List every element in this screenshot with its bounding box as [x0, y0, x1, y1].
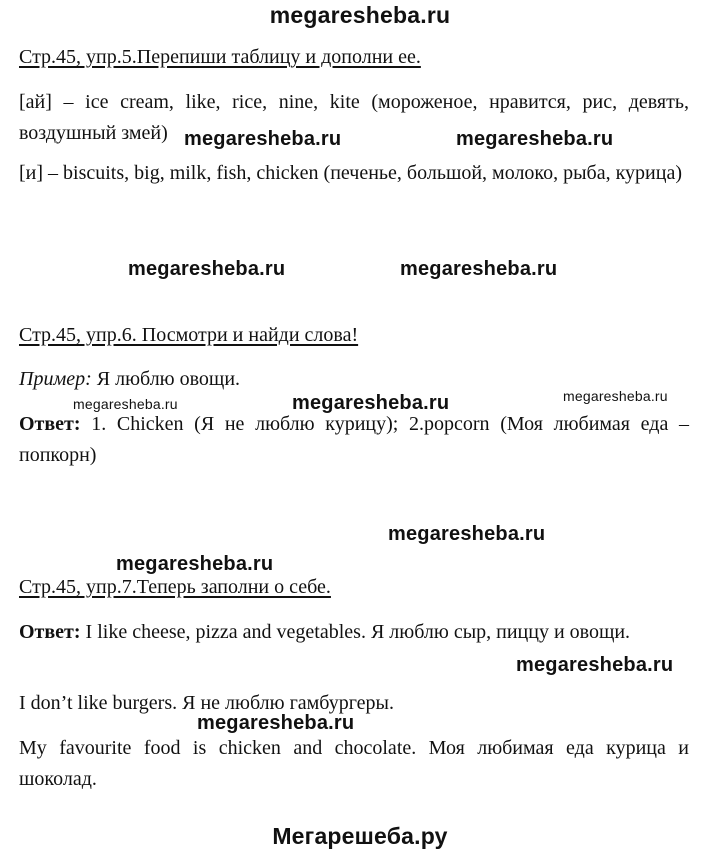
watermark: megaresheba.ru: [400, 258, 558, 280]
site-header: megaresheba.ru: [269, 2, 451, 28]
ex6-answer-label: Ответ:: [19, 413, 81, 435]
watermark: megaresheba.ru: [128, 258, 286, 280]
watermark: megaresheba.ru: [563, 388, 668, 404]
ex6-answer-text: 1. Chicken (Я не люблю курицу); 2.popcorn (Моя любимая еда – попкорн): [19, 413, 689, 466]
ex7-line3: My favourite food is chicken and chocolate. Моя любимая еда курица и шоколад.: [19, 737, 689, 790]
ex6-example-text: Я люблю овощи.: [91, 368, 241, 390]
ex5-line-i: [и] – biscuits, big, milk, fish, chicken (печенье, большой, молоко, рыба, курица): [19, 162, 682, 184]
ex6-heading: Стр.45, упр.6. Посмотри и найди слова!: [19, 324, 359, 346]
watermark: megaresheba.ru: [116, 553, 274, 575]
ex5-heading: Стр.45, упр.5.Перепиши таблицу и дополни ее.: [19, 46, 421, 68]
ex7-line2: I don’t like burgers. Я не люблю гамбургеры.: [19, 692, 394, 714]
watermark: megaresheba.ru: [456, 128, 614, 150]
ex7-answer: [19, 617, 689, 648]
ex7-answer-text: I like cheese, pizza and vegetables. Я люблю сыр, пиццу и овощи.: [80, 621, 631, 643]
watermark: megaresheba.ru: [184, 128, 342, 150]
watermark: megaresheba.ru: [73, 396, 178, 412]
watermark: megaresheba.ru: [197, 712, 355, 734]
watermark: megaresheba.ru: [516, 654, 674, 676]
ex7-heading: Стр.45, упр.7.Теперь заполни о себе.: [19, 576, 331, 598]
ex6-answer: [19, 409, 689, 471]
ex6-example-label: Пример:: [19, 368, 92, 390]
site-footer: Мегарешеба.ру: [272, 823, 448, 849]
ex7-answer-label: Ответ:: [19, 621, 81, 643]
watermark: megaresheba.ru: [292, 392, 450, 414]
ex5-line-ai: [ай] – ice cream, like, rice, nine, kite (мороженое, нравится, рис, девять, воздушный змей): [19, 91, 689, 144]
watermark: megaresheba.ru: [388, 523, 546, 545]
